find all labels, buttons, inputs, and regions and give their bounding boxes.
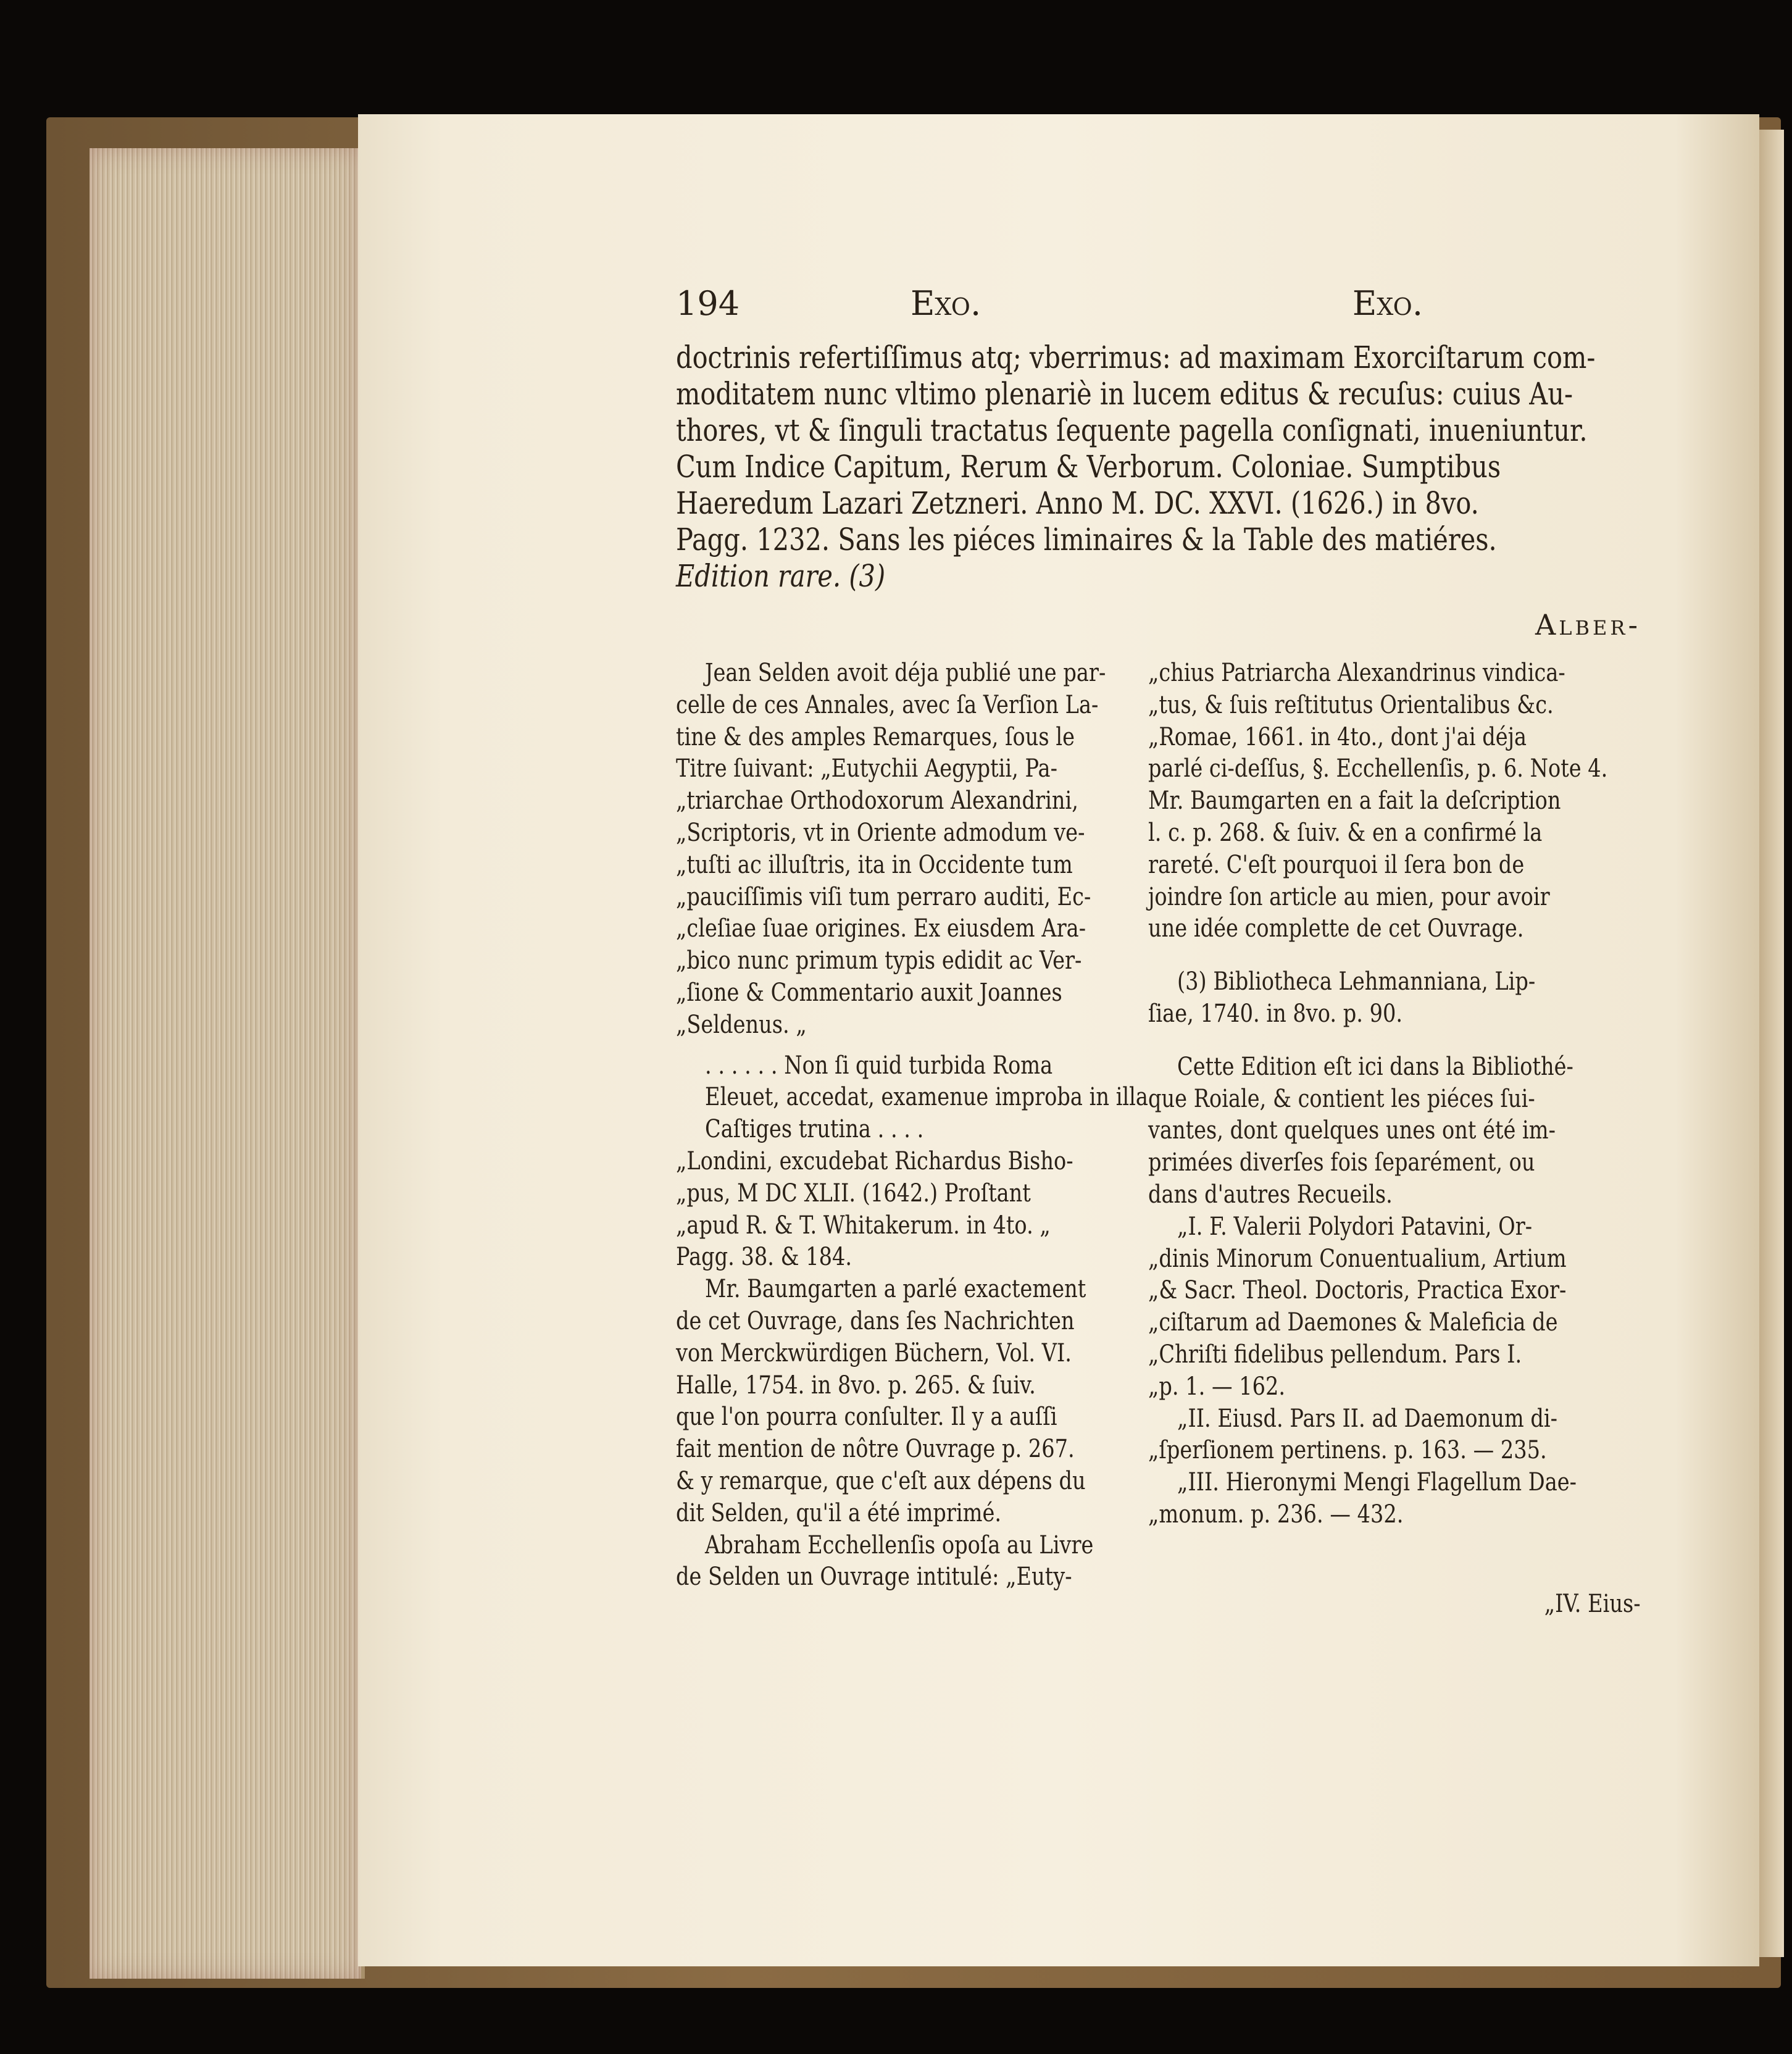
text-line: „Seldenus. „: [676, 1010, 807, 1039]
footnote: [1148, 966, 1552, 1030]
text-line: „dinis Minorum Conuentualium, Artium: [1148, 1244, 1567, 1273]
text-line: ſiae, 1740. in 8vo. p. 90.: [1148, 999, 1403, 1028]
text-line: vantes, dont quelques unes ont été im-: [1148, 1116, 1556, 1145]
text-line: Cum Indice Capitum, Rerum & Verborum. Coloniae. Sumptibus: [676, 449, 1501, 485]
text-line: Pagg. 38. & 184.: [676, 1243, 852, 1272]
text-line: „ſione & Commentario auxit Joannes: [676, 978, 1062, 1007]
text-line: „pauciſſimis viſi tum perraro auditi, Ec-: [676, 882, 1091, 911]
text-line: primées diverſes fois ſeparément, ou: [1148, 1148, 1535, 1177]
text-line: que Roiale, & contient les piéces ſui-: [1148, 1084, 1535, 1113]
paragraph: [676, 1530, 1094, 1594]
text-line: une idée complette de cet Ouvrage.: [1148, 914, 1524, 943]
verse-quote: [676, 1050, 1148, 1146]
running-head: [676, 284, 1423, 327]
left-column: [676, 658, 1148, 1593]
text-line: rareté. C'eſt pourquoi il ſera bon de: [1148, 850, 1525, 879]
paragraph: [1148, 1211, 1567, 1403]
page-number: 194: [676, 284, 740, 323]
text-line: „& Sacr. Theol. Doctoris, Practica Exor-: [1148, 1276, 1567, 1305]
text-line: „tuſti ac illuſtris, ita in Occidente tum: [676, 850, 1073, 879]
catchword: „IV. Eius-: [1544, 1590, 1641, 1618]
text-line: celle de ces Annales, avec ſa Verſion La-: [676, 690, 1099, 719]
text-line: Jean Selden avoit déja publié une par-: [705, 659, 1106, 687]
text-line: „I. F. Valerii Polydori Patavini, Or-: [1177, 1212, 1533, 1241]
text-line: Titre ſuivant: „Eutychii Aegyptii, Pa-: [676, 754, 1057, 783]
text-line: moditatem nunc vltimo plenariè in lucem editus & recuſus: cuius Au-: [676, 376, 1573, 412]
paragraph: [1148, 1403, 1557, 1467]
text-line: „chius Patriarcha Alexandrinus vindica-: [1148, 659, 1565, 687]
paragraph: [676, 658, 1106, 1042]
text-line: dans d'autres Recueils.: [1148, 1180, 1393, 1209]
text-line: l. c. p. 268. & ſuiv. & en a confirmé la: [1148, 818, 1543, 847]
text-line: „cleſiae ſuae origines. Ex eiusdem Ara-: [676, 914, 1086, 943]
text-line: de Selden un Ouvrage intitulé: „Euty-: [676, 1563, 1072, 1592]
text-line: (3) Bibliotheca Lehmanniana, Lip-: [1177, 967, 1536, 996]
text-line: Mr. Baumgarten en a fait la deſcription: [1148, 787, 1561, 816]
text-line: parlé ci-deſſus, §. Ecchellenſis, p. 6. Note 4.: [1148, 754, 1608, 783]
running-head-right: Exo.: [1352, 284, 1423, 323]
right-column: [1148, 658, 1608, 1531]
text-line: Caſtiges trutina . . . .: [705, 1115, 924, 1144]
text-line: Mr. Baumgarten a parlé exactement: [705, 1275, 1086, 1304]
text-line: „ſperſionem pertinens. p. 163. — 235.: [1148, 1436, 1547, 1465]
text-line: „III. Hieronymi Mengi Flagellum Dae-: [1177, 1468, 1577, 1497]
text-line: . . . . . . Non ſi quid turbida Roma: [705, 1051, 1053, 1080]
text-line: von Merckwürdigen Büchern, Vol. VI.: [676, 1338, 1072, 1367]
text-line: Haeredum Lazari Zetzneri. Anno M. DC. XXVI. (1626.) in 8vo.: [676, 485, 1479, 521]
text-line: „tus, & ſuis reſtitutus Orientalibus &c.: [1148, 690, 1554, 719]
text-line: Cette Edition eſt ici dans la Bibliothé-: [1177, 1052, 1573, 1081]
text-line: tine & des amples Remarques, ſous le: [676, 722, 1075, 751]
text-line: Eleuet, accedat, examenue improba in illa: [705, 1083, 1148, 1112]
text-line: Pagg. 1232. Sans les piéces liminaires & la Table des matiéres.: [676, 522, 1497, 557]
text-line: „ciſtarum ad Daemones & Maleficia de: [1148, 1308, 1558, 1337]
running-head-left: Exo.: [911, 284, 981, 323]
page-edges: [90, 148, 365, 1979]
text-line: „triarchae Orthodoxorum Alexandrini,: [676, 787, 1078, 816]
text-line: thores, vt & ſinguli tractatus ſequente pagella conſignati, inueniuntur.: [676, 412, 1588, 448]
text-line: Abraham Ecchellenſis opoſa au Livre: [705, 1530, 1094, 1559]
text-line: joindre ſon article au mien, pour avoir: [1148, 882, 1550, 911]
text-line: que l'on pourra conſulter. Il y a auſſi: [676, 1403, 1057, 1432]
text-line: „monum. p. 236. — 432.: [1148, 1500, 1404, 1529]
text-line: „Romae, 1661. in 4to., dont j'ai déja: [1148, 722, 1527, 751]
text-line: Edition rare. (3): [676, 558, 886, 594]
text-line: doctrinis refertiſſimus atq; vberrimus: ad maximam Exorciſtarum com-: [676, 340, 1596, 375]
text-line: „II. Eiusd. Pars II. ad Daemonum di-: [1177, 1404, 1557, 1433]
text-line: „apud R. & T. Whitakerum. in 4to. „: [676, 1211, 1051, 1240]
text-line: dit Selden, qu'il a été imprimé.: [676, 1498, 1002, 1527]
title-continuation: [676, 340, 1596, 595]
facing-page-edge: [1756, 130, 1784, 1957]
text-line: „Scriptoris, vt in Oriente admodum ve-: [676, 818, 1085, 847]
text-line: „Chriſti fidelibus pellendum. Pars I.: [1148, 1340, 1522, 1369]
text-line: „pus, M DC XLII. (1642.) Proſtant: [676, 1179, 1031, 1208]
text-line: „p. 1. — 162.: [1148, 1372, 1286, 1401]
paragraph: [676, 1274, 1086, 1529]
text-line: & y remarque, que c'eſt aux dépens du: [676, 1466, 1086, 1495]
paragraph: [676, 1146, 1075, 1274]
text-line: „Londini, excudebat Richardus Bisho-: [676, 1146, 1073, 1175]
catchword: Alber-: [1535, 608, 1641, 641]
paragraph: [1148, 658, 1608, 945]
text-line: Halle, 1754. in 8vo. p. 265. & ſuiv.: [676, 1371, 1036, 1400]
paragraph: [1148, 1467, 1577, 1531]
paragraph: [1148, 1051, 1573, 1211]
text-line: de cet Ouvrage, dans ſes Nachrichten: [676, 1306, 1075, 1335]
text-line: fait mention de nôtre Ouvrage p. 267.: [676, 1435, 1075, 1464]
text-line: „bico nunc primum typis edidit ac Ver-: [676, 946, 1082, 975]
